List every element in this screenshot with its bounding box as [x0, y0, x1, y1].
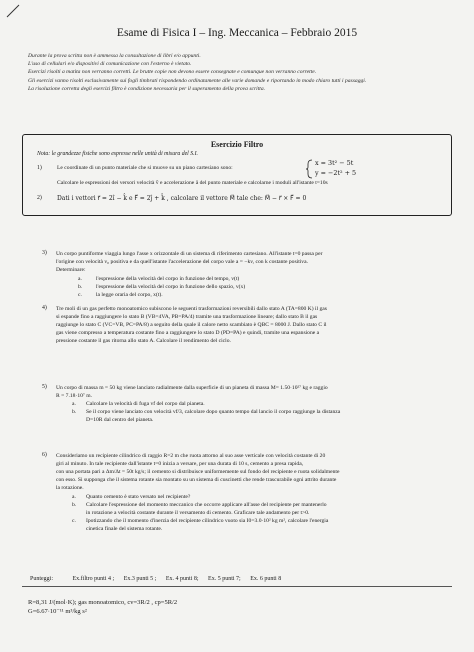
- item-text: D=10R dal centro del pianeta.: [86, 417, 154, 423]
- rule-line: Esercizi risolti a matita non verranno corretti. Le brutte copie non devono essere consegnate e comunque non verranno corrette.: [28, 69, 317, 76]
- brace-icon: [305, 159, 313, 179]
- item-text: Calcolare l'espressione del momento meccanico che occorre applicare all'asse del recipiente per mantenerlo: [86, 502, 327, 508]
- item-label: a.: [72, 401, 76, 407]
- score-item: Ex. 4 punti 8;: [165, 576, 199, 582]
- score-item: Ex. 6 punti 8: [250, 576, 282, 582]
- filter-heading: Esercizio Filtro: [210, 140, 264, 149]
- score-item: Ex.3 punti 5 ;: [123, 576, 157, 582]
- divider: [22, 586, 452, 587]
- rule-line: La risoluzione corretta degli esercizi filtro è condizione necessaria per il superamento della prova scritta.: [28, 85, 266, 92]
- item-label: b.: [72, 409, 77, 415]
- ex1-text: Le coordinate di un punto materiale che si muove su un piano cartesiano sono:: [57, 165, 233, 171]
- item-label: c.: [78, 292, 82, 298]
- text-line: Consideriamo un recipiente cilindrico di raggio R=2 m che ruota attorno al suo asse verticale con velocità costante di 20: [56, 453, 326, 459]
- exercise-number: 6): [42, 452, 47, 458]
- text-line: l'origine con velocità v₀ positiva e da quell'istante l'accelerazione del corpo vale a = −kv, con k costante positiva.: [56, 259, 308, 265]
- exam-rules: [28, 52, 448, 93]
- text-line: Un corpo di massa m = 50 kg viene lanciato radialmente dalla superficie di un pianeta di massa M= 1.50·10²⁷ kg e raggio: [56, 385, 328, 391]
- constants: [28, 598, 177, 616]
- item-text: Calcolare la velocità di fuga vf del corpo dal pianeta.: [86, 401, 205, 407]
- pen-mark-icon: [6, 4, 20, 18]
- text-line: Tre moli di un gas perfetto monoatomico subiscono le seguenti trasformazioni reversibili dallo stato A (TA=800 K) il gas: [56, 306, 327, 312]
- item-label: c.: [72, 518, 76, 524]
- constant-line: G=6.67·10⁻¹¹ m³/kg s²: [28, 608, 87, 615]
- item-text: Se il corpo viene lanciato con velocità vf/3, calcolare dopo quanto tempo dal lancio il corpo raggiunge la distanza: [86, 409, 341, 415]
- text-line: la rotazione.: [56, 485, 84, 491]
- ex1-question: Calcolare le espressioni dei versori velocità v̂ e accelerazione â del punto materiale e calcolarne i moduli all'istante t=10s: [57, 180, 328, 186]
- exercise-number: 4): [42, 305, 47, 311]
- score-label: Punteggi:: [30, 576, 54, 582]
- item-text: Ipotizzando che il momento d'inerzia del recipiente cilindrico vuoto sia I0=3.0·10² kg m², calcolare l'energia: [86, 518, 329, 524]
- exercise-6: [56, 452, 339, 492]
- text-line: raggiunge lo stato C (VC=VB, PC=PA/8) a seguito della quale il calore netto scambiato è QBC = 8000 J. Dallo stato C il: [56, 322, 327, 328]
- item-label: a.: [72, 494, 76, 500]
- item-text: l'espressione della velocità del corpo in funzione dello spazio, v(x): [96, 284, 246, 290]
- item-text: cinetica finale del sistema rotante.: [86, 526, 163, 532]
- item-text: l'espressione della velocità del corpo in funzione del tempo, v(t): [96, 276, 240, 282]
- text-line: R = 7.18·10⁷ m.: [56, 393, 93, 399]
- item-label: b.: [78, 284, 83, 290]
- item-text: la legge oraria del corpo, x(t).: [96, 292, 163, 298]
- exercise-number: 2): [37, 195, 42, 201]
- item-text: in rotazione a velocità costante durante il versamento di cemento. Graficare tale andamento per t>0.: [86, 510, 310, 516]
- equation-x: x = 3t² − 5t: [315, 159, 354, 167]
- score-item: Ex.filtro punti 4 ;: [72, 576, 115, 582]
- filter-note: Nota: le grandezze fisiche sono espresse nelle unità di misura del S.I.: [37, 151, 198, 157]
- exercise-number: 5): [42, 384, 47, 390]
- rule-line: L'uso di cellulari e/o dispositivi di comunicazione con l'esterno è vietato.: [28, 61, 192, 68]
- item-text: Quanto cemento è stato versato nel recipiente?: [86, 494, 191, 500]
- text-line: si espande fino a raggiungere lo stato B (VB=4VA, PB=PA/4) tramite una trasformazione lineare; dallo stato B il gas: [56, 314, 318, 320]
- text-line: con una portata pari a Δm/Δt = 50t kg/s; il cemento si distribuisce uniformemente sul fondo del recipiente e ruota solidalmente: [56, 469, 340, 475]
- score-item: Ex. 5 punti 7;: [208, 576, 241, 582]
- constant-line: R=8,31 J/(mol·K); gas monoatomico, cv=3R/2 , cp=5R/2: [28, 599, 178, 606]
- filter-exercise-box: [22, 134, 452, 216]
- exercise-5: [56, 384, 328, 400]
- item-label: b.: [72, 502, 77, 508]
- text-line: gas viene compresso a temperatura costante fino a raggiungere lo stato D (PD=PA) e quindi, tramite una espansione a: [56, 330, 320, 336]
- score-row: [30, 576, 450, 582]
- exercise-3: [56, 250, 322, 274]
- text-line: pressione costante il gas ritorna allo stato A. Calcolare il rendimento del ciclo.: [56, 338, 231, 344]
- rule-line: Gli esercizi vanno risolti esclusivamente sui fogli timbrati rispondendo ordinatamente alle varie domande e riportando in modo chiaro tutti i passaggi.: [28, 77, 367, 84]
- item-label: a.: [78, 276, 82, 282]
- text-line: Un corpo puntiforme viaggia lungo l'asse x orizzontale di un sistema di riferimento cartesiano. All'istante t=0 passa per: [56, 251, 323, 257]
- rule-line: Durante la prova scritta non è ammessa la consultazione di libri e/o appunti.: [28, 53, 201, 59]
- exercise-4: [56, 305, 327, 345]
- exam-title: Esame di Fisica I – Ing. Meccanica – Febbraio 2015: [116, 27, 358, 39]
- text-line: giri al minuto. In tale recipiente dall'istante t=0 inizia a versare, per una durata di 10 s, cemento a presa rapida,: [56, 461, 304, 467]
- exercise-number: 3): [42, 250, 47, 256]
- text-line: Determinare:: [56, 267, 86, 273]
- equation-y: y = −2t² + 5: [315, 169, 357, 177]
- text-line: con esso. Si supponga che il sistema rotante sia montato su un sistema di cuscinetti che rende trascurabile ogni attrito durante: [56, 477, 337, 483]
- ex2-text: Dati i vettori r⃗ = 2î − k̂ e F⃗ = 2ĵ + k̂ , calcolare il vettore M⃗ tale che: M⃗ − r⃗ × F⃗ = 0: [57, 195, 307, 202]
- exercise-number: 1): [37, 165, 42, 171]
